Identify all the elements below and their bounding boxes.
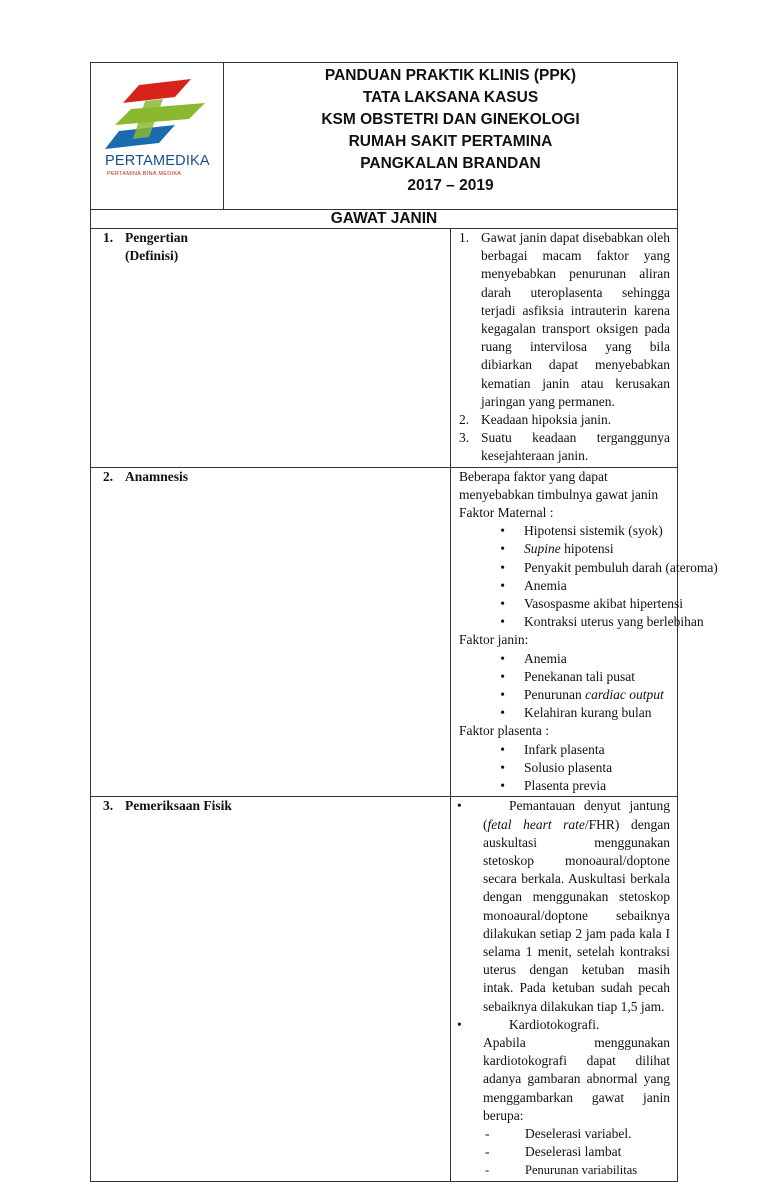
list-item — [459, 429, 670, 465]
list-item: • Solusio plasenta — [459, 759, 670, 777]
fhr-bullet: • Pemantauan denyut jantung (fetal heart rate/FHR) dengan auskultasi menggunakan stetoskop monoaural/doptone secara berkala. Auskultasi berkala dengan menggunakan stetoskop monoaural/doptone sebaiknya dilakukan setiap 2 jam pada kala I selama 1 menit, setelah kontraksi uterus dengan ketuban masih intak. Pada ketuban sudah pecah sebaiknya dilakukan tiap 1,5 jam. — [457, 798, 670, 1014]
pengertian-label-cell — [91, 229, 451, 468]
plasenta-list — [459, 741, 670, 796]
maternal-list — [459, 522, 718, 631]
logo-cell — [91, 63, 224, 210]
list-item: • Infark plasenta — [459, 741, 670, 759]
pertamedika-emblem-icon — [105, 79, 223, 153]
title-line-4: RUMAH SAKIT PERTAMINA — [348, 133, 553, 150]
list-item — [459, 411, 670, 429]
item-number: 3. — [459, 430, 470, 446]
document-title: GAWAT JANIN — [91, 210, 678, 229]
list-item: • Anemia — [459, 577, 670, 595]
title-line-1: PANDUAN PRAKTIK KLINIS (PPK) — [324, 67, 577, 84]
definisi-label: (Definisi) — [125, 248, 179, 263]
pengertian-content — [451, 229, 678, 468]
janin-heading: Faktor janin: — [459, 632, 529, 648]
list-item: • Anemia — [459, 650, 670, 668]
item-text: Keadaan hipoksia janin. — [481, 412, 612, 428]
pemeriksaan-label: Pemeriksaan Fisik — [125, 798, 232, 814]
list-item: • Penurunan cardiac output — [459, 686, 670, 704]
ppk-document — [90, 62, 718, 1182]
list-item: - Deselerasi lambat — [485, 1144, 622, 1160]
list-item: - Deselerasi variabel. — [485, 1125, 632, 1141]
logo-tagline: PERTAMINA BINA MEDIKA — [107, 171, 182, 177]
item-number: 2. — [459, 412, 470, 428]
title-block — [224, 63, 678, 210]
list-item — [459, 229, 670, 411]
list-item: • Penyakit pembuluh darah (ateroma) — [459, 559, 670, 577]
anamnesis-intro: Beberapa faktor yang dapat menyebabkan timbulnya gawat janin — [459, 468, 659, 502]
ctg-bullet: • Kardiotokografi. — [457, 1016, 600, 1032]
title-line-5: PANGKALAN BRANDAN — [360, 155, 541, 172]
logo-name: PERTAMEDIKA — [105, 153, 210, 169]
list-item: • Penekanan tali pusat — [459, 668, 670, 686]
item-number: 1. — [459, 230, 470, 245]
title-line-6: 2017 – 2019 — [407, 177, 494, 194]
anamnesis-label-cell — [91, 467, 451, 797]
pemeriksaan-number: 3. — [103, 798, 114, 814]
list-item: • Plasenta previa — [459, 777, 670, 795]
title-line-2: TATA LAKSANA KASUS — [362, 89, 539, 106]
anamnesis-label: Anamnesis — [125, 468, 189, 484]
list-item: • Vasospasme akibat hipertensi — [459, 595, 670, 613]
list-item: • Kelahiran kurang bulan — [459, 704, 670, 722]
title-line-3: KSM OBSTETRI DAN GINEKOLOGI — [321, 111, 580, 128]
pengertian-number: 1. — [103, 230, 114, 245]
list-item: • Supine hipotensi — [459, 540, 670, 558]
plasenta-heading: Faktor plasenta : — [459, 723, 549, 739]
ctg-paragraph: Apabila menggunakan kardiotokografi dapat dilihat adanya gambaran abnormal yang menggambarkan gawat janin berupa: — [483, 1034, 670, 1123]
list-item: - Penurunan variabilitas — [485, 1163, 638, 1178]
anamnesis-content — [451, 467, 718, 797]
pertamedika-logo — [105, 79, 223, 183]
pemeriksaan-content — [451, 797, 678, 1181]
item-text: Suatu keadaan terganggunya kesejahteraan janin. — [481, 430, 670, 464]
ppk-table — [90, 62, 718, 1182]
anamnesis-number: 2. — [103, 468, 114, 484]
pengertian-label: Pengertian — [125, 230, 188, 245]
maternal-heading: Faktor Maternal : — [459, 505, 554, 521]
item-text: Gawat janin dapat disebabkan oleh berbagai macam faktor yang menyebabkan penurunan aliran darah uteroplasenta sehingga terjadi asfiksia intrauterin karena kegagalan transport oksigen pada ruang intervilosa yang bila dibiarkan dapat menyebabkan kematian janin atau kerusakan jaringan yang permanen. — [481, 230, 670, 409]
janin-list — [459, 650, 670, 723]
list-item: • Kontraksi uterus yang berlebihan — [459, 613, 670, 631]
pemeriksaan-label-cell — [91, 797, 451, 1181]
list-item: • Hipotensi sistemik (syok) — [459, 522, 670, 540]
